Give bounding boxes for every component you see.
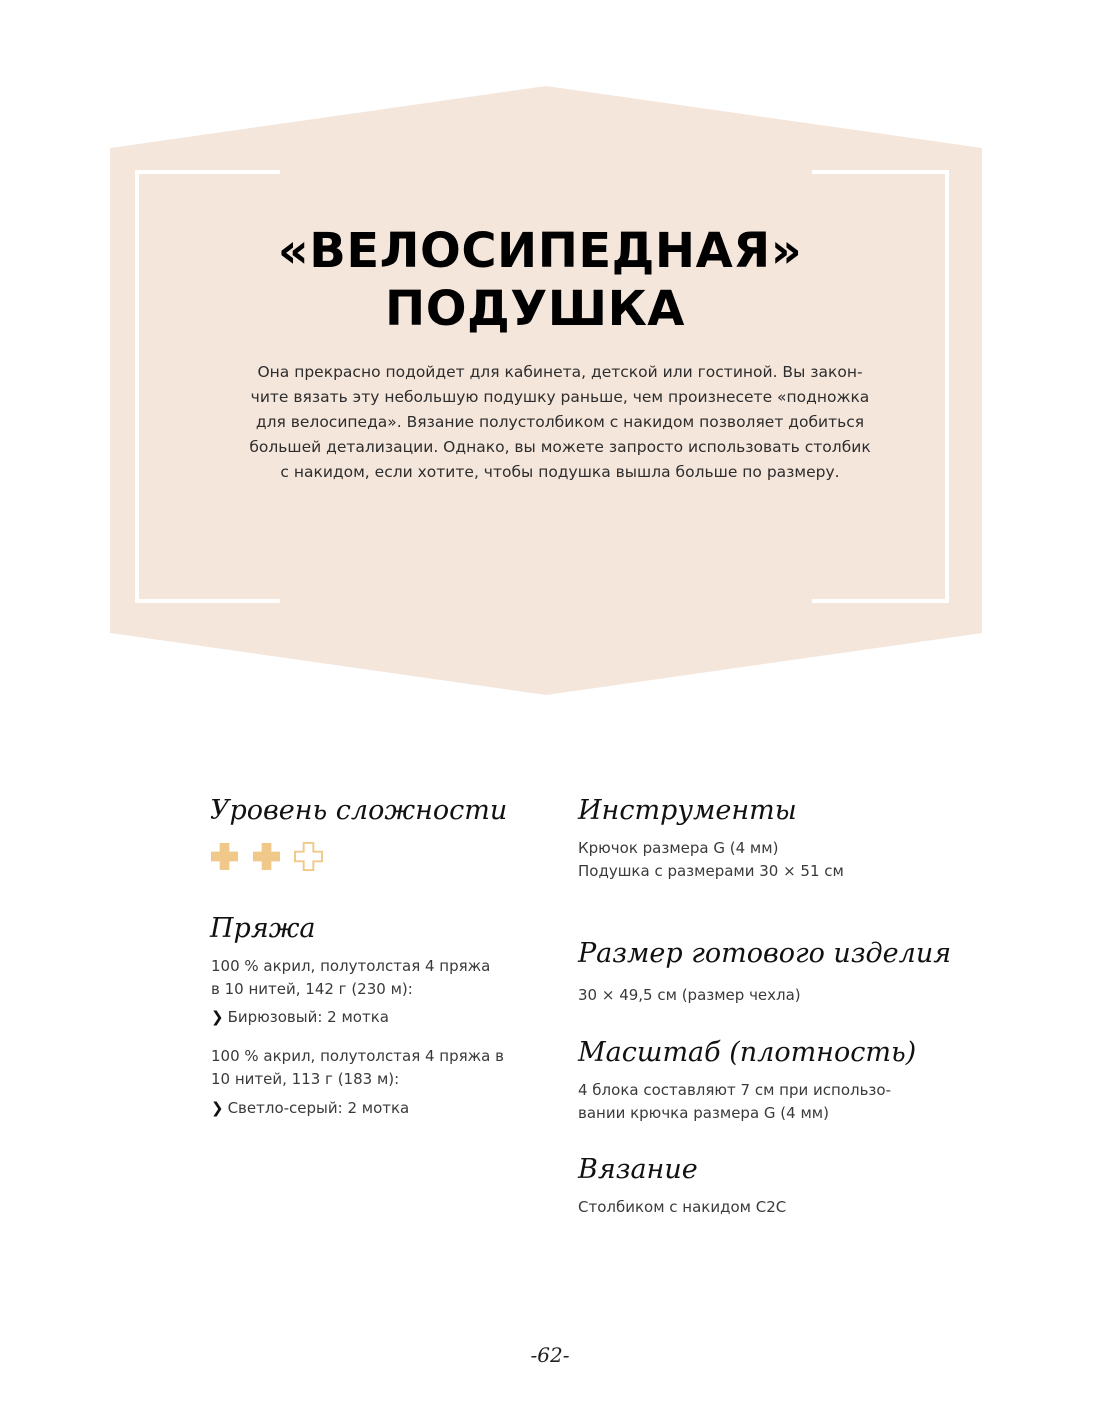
yarn-item1-line2: в 10 нитей, 142 г (230 м): [211,980,413,998]
title-panel [0,0,1100,700]
chevron-right-icon: ❯ [211,1099,224,1117]
gauge-heading: Масштаб (плотность) [578,1037,917,1068]
intro-line: Она прекрасно подойдет для кабинета, детской или гостиной. Вы закон- [257,363,863,381]
chevron-right-icon: ❯ [211,1008,224,1026]
intro-line: чите вязать эту небольшую подушку раньше, чем произнесете «подножка [250,388,870,406]
difficulty-heading: Уровень сложности [210,795,508,826]
yarn-item1-color-text: Бирюзовый: 2 мотка [227,1008,389,1026]
difficulty-cross-icon-filled [252,842,281,871]
page-title-line2: ПОДУШКА [385,281,685,337]
tools-line2: Подушка с размерами 30 × 51 см [578,862,844,880]
intro-paragraph [240,360,880,485]
tools-line1: Крючок размера G (4 мм) [578,839,779,857]
difficulty-cross-icon-empty [294,842,323,871]
knitting-line1: Столбиком с накидом C2C [578,1198,787,1216]
yarn-item2-line1: 100 % акрил, полутолстая 4 пряжа в [211,1047,504,1065]
size-heading: Размер готового изделия [578,938,952,969]
yarn-item1-line1: 100 % акрил, полутолстая 4 пряжа [211,957,491,975]
page-title-line1: «ВЕЛОСИПЕДНАЯ» [277,223,803,279]
page-number: -62- [530,1343,570,1367]
size-line1: 30 × 49,5 см (размер чехла) [578,986,801,1004]
yarn-heading: Пряжа [210,913,316,944]
yarn-item2-line2: 10 нитей, 113 г (183 м): [211,1070,400,1088]
intro-line: большей детализации. Однако, вы можете запросто использовать столбик [249,438,871,456]
yarn-item2-color [211,1097,409,1120]
difficulty-rating [210,842,323,871]
gauge-line2: вании крючка размера G (4 мм) [578,1104,829,1122]
intro-line: для велосипеда». Вязание полустолбиком с накидом позволяет добиться [255,413,865,431]
gauge-line1: 4 блока составляют 7 см при использо- [578,1081,891,1099]
knitting-heading: Вязание [578,1154,698,1185]
intro-line: с накидом, если хотите, чтобы подушка вышла больше по размеру. [280,463,840,481]
difficulty-cross-icon-filled [210,842,239,871]
yarn-item1-color [211,1006,389,1029]
yarn-item2-color-text: Светло-серый: 2 мотка [227,1099,410,1117]
tools-heading: Инструменты [578,795,797,826]
